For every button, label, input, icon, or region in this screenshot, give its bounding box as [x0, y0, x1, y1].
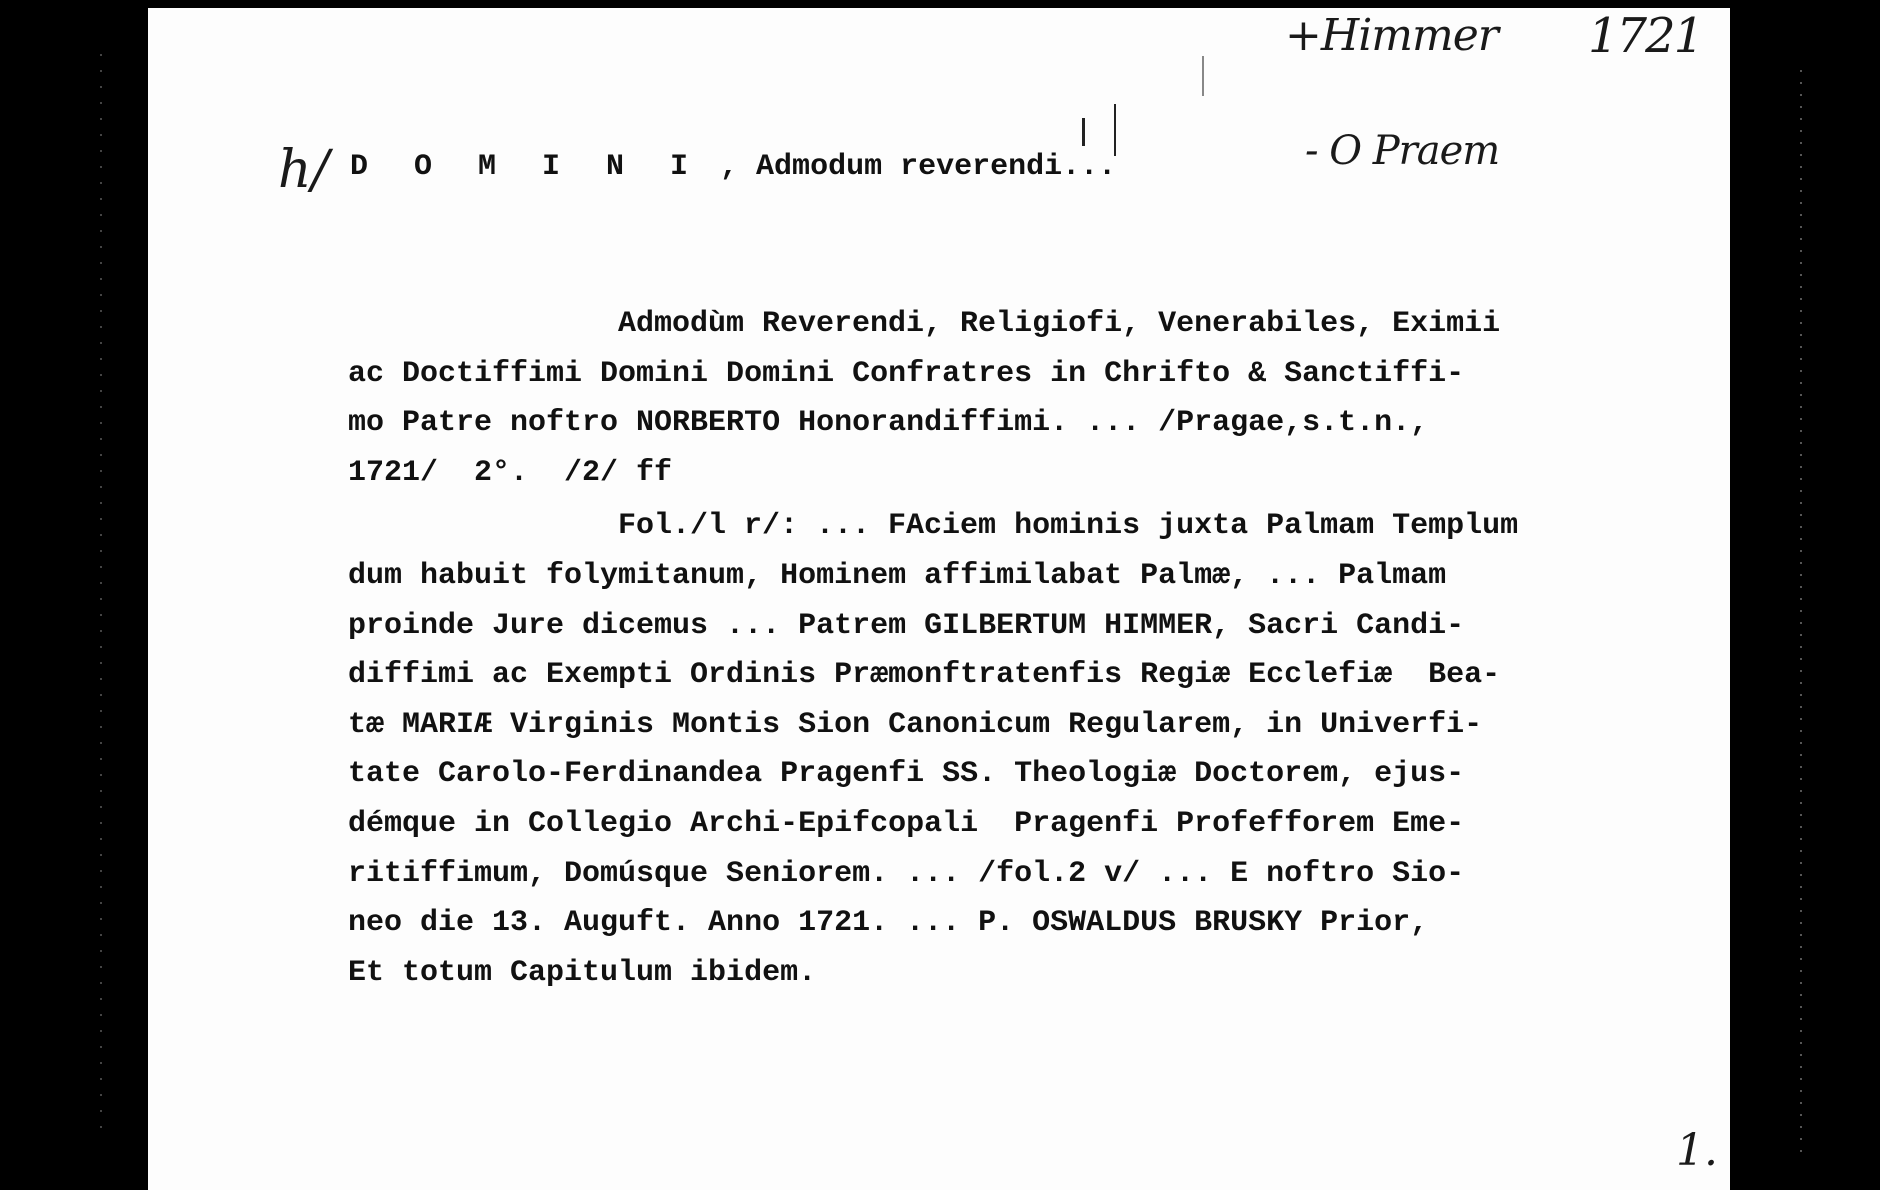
stray-mark	[1082, 118, 1085, 146]
handwritten-year: 1721	[1588, 8, 1703, 64]
entry-line: mo Patre noftro NORBERTO Honorandiffimi. ... /Pragae,s.t.n.,	[348, 406, 1429, 441]
handwritten-order-note: - O Praem	[1305, 128, 1500, 174]
entry-line: tæ MARIÆ Virginis Montis Sion Canonicum Regularem, in Univerfi-	[348, 707, 1483, 742]
entry-text	[348, 300, 1678, 998]
entry-line: ac Doctiffimi Domini Domini Confratres in Chrifto & Sanctiffi-	[348, 356, 1465, 391]
entry-line: diffimi ac Exempti Ordinis Præmonftratenfis Regiæ Ecclefiæ Bea-	[348, 658, 1501, 693]
entry-line: ritiffimum, Domúsque Seniorem. ... /fol.2 v/ ... E noftro Sio-	[348, 856, 1465, 891]
stray-mark	[1202, 56, 1204, 96]
entry-line: démque in Collegio Archi-Epifcopali Pragenfi Profefforem Eme-	[348, 806, 1465, 841]
entry-line: proinde Jure dicemus ... Patrem GILBERTUM HIMMER, Sacri Candi-	[348, 608, 1465, 643]
left-scan-border	[0, 0, 148, 1190]
entry-line: dum habuit folymitanum, Hominem affimilabat Palmæ, ... Palmam	[348, 558, 1447, 593]
entry-line: Et totum Capitulum ibidem.	[348, 955, 817, 990]
stray-mark	[1114, 104, 1116, 156]
entry-line: 1721/ 2°. /2/ ff	[348, 455, 673, 490]
page-number: 1.	[1676, 1125, 1718, 1176]
heading-rest: , Admodum reverendi...	[702, 150, 1117, 184]
right-scan-border	[1730, 0, 1880, 1190]
handwritten-name: +Himmer	[1285, 10, 1498, 61]
handwritten-mark: h/	[278, 140, 330, 200]
entry-line: neo die 13. Auguft. Anno 1721. ... P. OSWALDUS BRUSKY Prior,	[348, 906, 1429, 941]
heading-keyword: D O M I N I	[350, 150, 703, 184]
entry-line: Admodùm Reverendi, Religiofi, Venerabiles, Eximii	[618, 307, 1501, 341]
entry-line: tate Carolo-Ferdinandea Pragenfi SS. Theologiæ Doctorem, ejus-	[348, 757, 1465, 792]
card-heading	[350, 150, 1116, 184]
entry-line: Fol./l r/: ... FAciem hominis juxta Palmam Templum	[618, 509, 1519, 544]
